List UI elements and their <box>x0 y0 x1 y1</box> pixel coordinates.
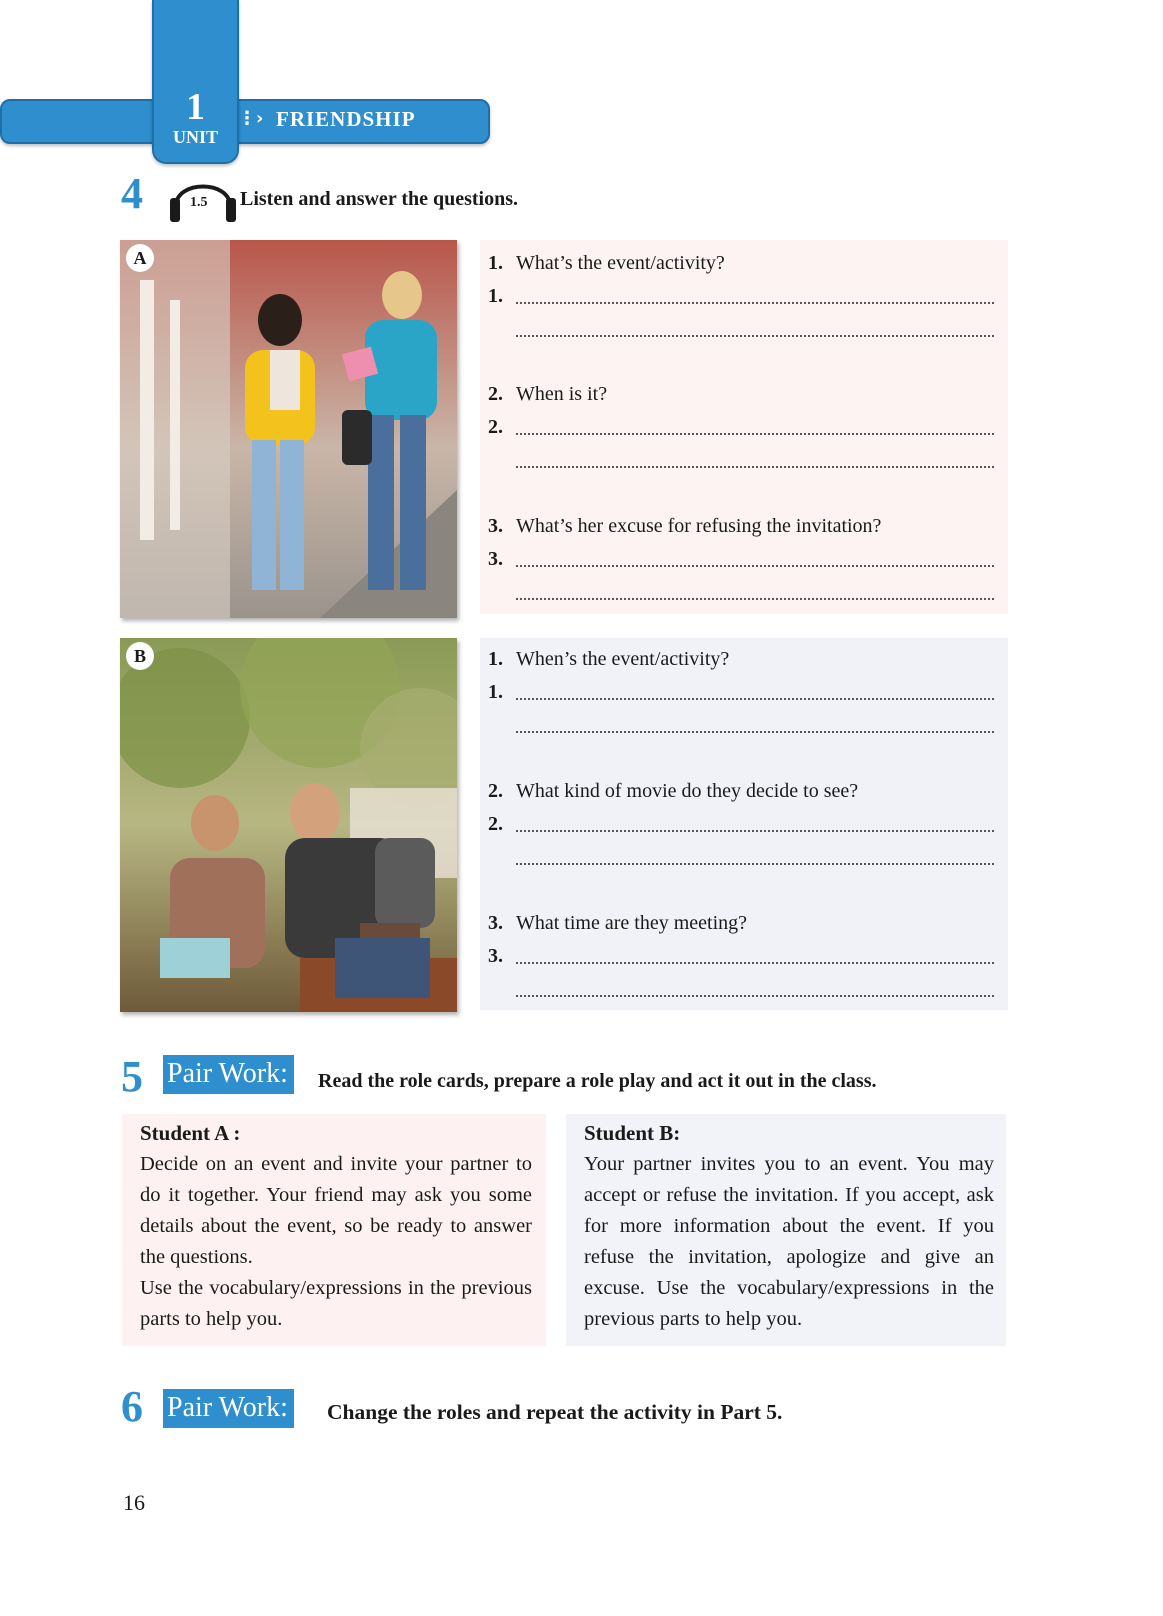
role-card-a-title: Student A : <box>140 1121 241 1145</box>
photo-a-illustration <box>120 240 457 618</box>
answer-b3-number: 3. <box>488 945 503 967</box>
question-box-b <box>480 638 1008 1010</box>
question-a1: 1. What’s the event/activity? <box>488 252 725 274</box>
role-card-a-body: Decide on an event and invite your partner to do it together. Your friend may ask you some details about the event, so be ready to answer the questions. <box>140 1153 532 1268</box>
audio-track-number: 1.5 <box>190 195 208 210</box>
answer-b2-number: 2. <box>488 813 503 835</box>
answer-a2-line-1[interactable] <box>516 433 994 435</box>
section-5-pair-work-badge: Pair Work: <box>163 1055 294 1094</box>
answer-b2-line-1[interactable] <box>516 830 994 832</box>
question-b3: 3. What time are they meeting? <box>488 912 748 934</box>
photo-a <box>120 240 457 618</box>
role-card-student-a <box>122 1114 546 1346</box>
answer-b1-line-1[interactable] <box>516 698 994 700</box>
role-card-b-title: Student B: <box>584 1121 681 1145</box>
answer-a1-number: 1. <box>488 285 503 307</box>
answer-a1-line-1[interactable] <box>516 302 994 304</box>
unit-title: FRIENDSHIP <box>276 107 416 131</box>
answer-b3-line-2[interactable] <box>516 995 994 997</box>
answer-a2-number: 2. <box>488 416 503 438</box>
photo-b-illustration <box>120 638 457 1012</box>
dotted-arrow-icon: ⋮› <box>238 108 264 129</box>
section-6-number: 6 <box>121 1382 143 1431</box>
section-6-pair-work-badge: Pair Work: <box>163 1389 294 1428</box>
answer-a3-line-1[interactable] <box>516 565 994 567</box>
section-5-number: 5 <box>121 1052 143 1101</box>
section-5-instruction: Read the role cards, prepare a role play and act it out in the class. <box>318 1070 877 1092</box>
question-box-a <box>480 240 1008 614</box>
answer-a2-line-2[interactable] <box>516 466 994 468</box>
answer-a1-line-2[interactable] <box>516 335 994 337</box>
section-4-instruction: Listen and answer the questions. <box>240 188 519 210</box>
question-a3: 3. What’s her excuse for refusing the invitation? <box>488 515 882 537</box>
photo-a-label: A <box>126 244 154 272</box>
answer-b3-line-1[interactable] <box>516 962 994 964</box>
role-card-student-b <box>566 1114 1006 1346</box>
section-4-number: 4 <box>121 169 143 218</box>
role-card-b-body: Your partner invites you to an event. You may accept or refuse the invitation. If you accept, ask for more information about the event. If you refuse the invitation, apologize and give an excuse. Use the vocabulary/expressions in the previous parts to help you. <box>584 1153 994 1330</box>
answer-b1-line-2[interactable] <box>516 731 994 733</box>
answer-a3-line-2[interactable] <box>516 598 994 600</box>
photo-b-label: B <box>126 642 154 670</box>
unit-tab <box>152 0 239 164</box>
section-6-instruction: Change the roles and repeat the activity in Part 5. <box>327 1400 783 1424</box>
answer-b2-line-2[interactable] <box>516 863 994 865</box>
role-card-a-body-2: Use the vocabulary/expressions in the previous parts to help you. <box>140 1277 532 1330</box>
question-a2: 2. When is it? <box>488 383 608 405</box>
page-number: 16 <box>123 1490 145 1515</box>
answer-b1-number: 1. <box>488 681 503 703</box>
question-b2: 2. What kind of movie do they decide to see? <box>488 780 859 802</box>
unit-number: 1 <box>186 86 205 128</box>
answer-a3-number: 3. <box>488 548 503 570</box>
photo-b <box>120 638 457 1012</box>
unit-word: UNIT <box>172 127 218 147</box>
question-b1: 1. When’s the event/activity? <box>488 648 730 670</box>
